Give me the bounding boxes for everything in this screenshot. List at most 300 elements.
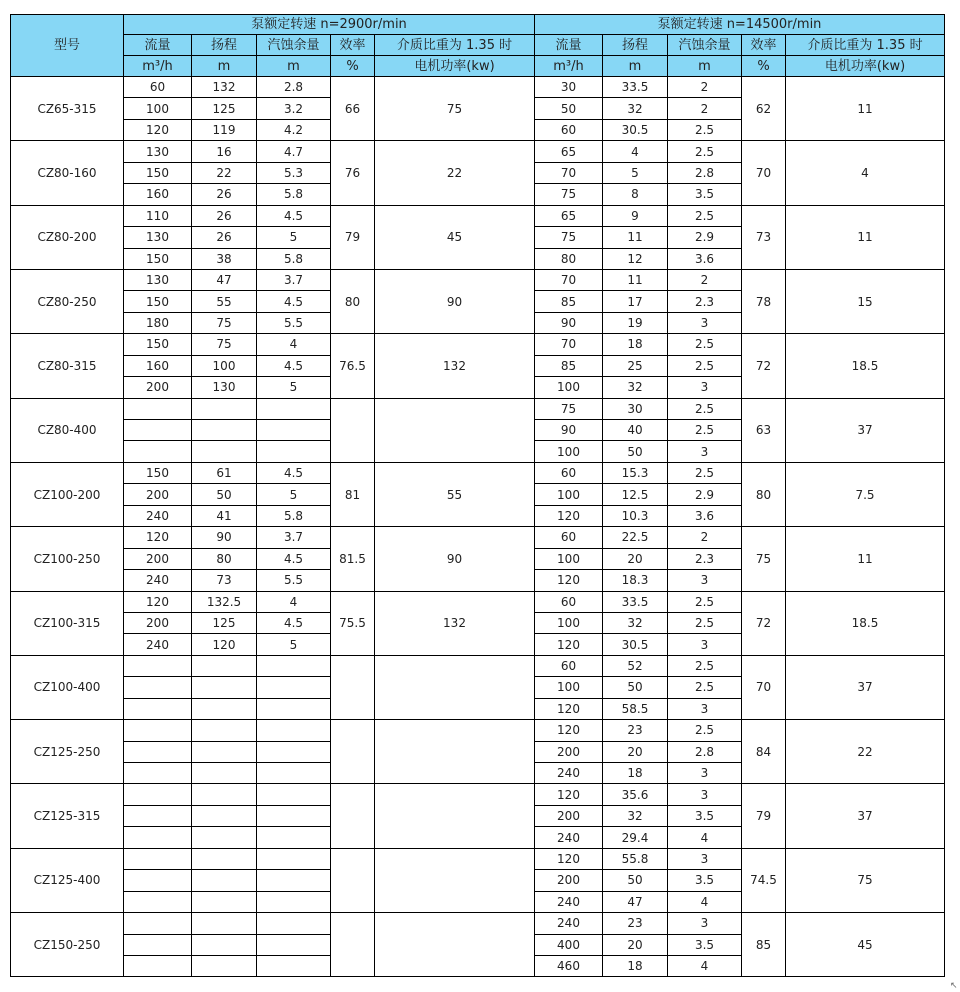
head-cell <box>192 784 257 805</box>
flow-cell <box>124 420 192 441</box>
npsh-cell <box>257 934 331 955</box>
head-cell: 20 <box>603 741 668 762</box>
head-cell <box>192 934 257 955</box>
table-row <box>11 913 945 934</box>
efficiency-cell: 66 <box>331 77 375 141</box>
flow-cell: 130 <box>124 141 192 162</box>
col-head: 扬程 <box>603 35 668 56</box>
npsh-cell <box>257 741 331 762</box>
power-cell: 90 <box>375 269 535 333</box>
efficiency-cell: 81.5 <box>331 527 375 591</box>
head-cell: 18.3 <box>603 570 668 591</box>
header-row-groups <box>11 15 945 35</box>
npsh-cell <box>257 720 331 741</box>
npsh-cell: 3 <box>668 784 742 805</box>
power-cell: 7.5 <box>786 462 945 526</box>
efficiency-cell: 80 <box>331 269 375 333</box>
head-cell: 38 <box>192 248 257 269</box>
npsh-cell <box>257 805 331 826</box>
npsh-cell: 3.6 <box>668 505 742 526</box>
npsh-cell: 2 <box>668 98 742 119</box>
flow-cell: 100 <box>535 441 603 462</box>
flow-cell: 200 <box>124 612 192 633</box>
efficiency-cell <box>331 913 375 977</box>
npsh-cell: 4.5 <box>257 548 331 569</box>
col-flow: 流量 <box>124 35 192 56</box>
flow-cell: 75 <box>535 184 603 205</box>
flow-cell: 120 <box>535 505 603 526</box>
flow-cell: 120 <box>535 784 603 805</box>
flow-cell: 100 <box>535 377 603 398</box>
flow-cell: 80 <box>535 248 603 269</box>
flow-cell: 100 <box>124 98 192 119</box>
flow-cell: 85 <box>535 355 603 376</box>
flow-cell: 65 <box>535 205 603 226</box>
flow-cell: 60 <box>535 591 603 612</box>
efficiency-cell: 85 <box>742 913 786 977</box>
flow-cell <box>124 913 192 934</box>
npsh-cell: 2.8 <box>257 77 331 98</box>
flow-cell: 120 <box>535 570 603 591</box>
head-cell: 80 <box>192 548 257 569</box>
flow-cell: 120 <box>535 848 603 869</box>
flow-cell: 150 <box>124 248 192 269</box>
npsh-cell: 2.8 <box>668 741 742 762</box>
flow-cell: 160 <box>124 355 192 376</box>
npsh-cell: 2 <box>668 77 742 98</box>
efficiency-cell: 72 <box>742 591 786 655</box>
npsh-cell <box>257 398 331 419</box>
model-name: CZ125-315 <box>11 784 124 848</box>
flow-cell: 240 <box>535 891 603 912</box>
power-cell <box>375 913 535 977</box>
efficiency-cell: 75.5 <box>331 591 375 655</box>
flow-cell <box>124 763 192 784</box>
head-cell: 40 <box>603 420 668 441</box>
npsh-cell <box>257 420 331 441</box>
npsh-cell: 5.5 <box>257 570 331 591</box>
model-name: CZ65-315 <box>11 77 124 141</box>
power-cell: 45 <box>375 205 535 269</box>
head-cell <box>192 677 257 698</box>
head-cell: 29.4 <box>603 827 668 848</box>
head-cell: 50 <box>192 484 257 505</box>
npsh-cell: 4 <box>668 891 742 912</box>
flow-cell: 240 <box>124 505 192 526</box>
npsh-cell: 3.6 <box>668 248 742 269</box>
head-cell <box>192 955 257 976</box>
power-cell: 132 <box>375 334 535 398</box>
flow-cell <box>124 934 192 955</box>
flow-cell: 110 <box>124 205 192 226</box>
model-name: CZ100-200 <box>11 462 124 526</box>
efficiency-cell: 79 <box>331 205 375 269</box>
npsh-cell: 3 <box>668 913 742 934</box>
table-row <box>11 141 945 162</box>
efficiency-cell: 79 <box>742 784 786 848</box>
flow-cell <box>124 698 192 719</box>
head-cell: 75 <box>192 334 257 355</box>
power-cell: 55 <box>375 462 535 526</box>
npsh-cell: 2.5 <box>668 655 742 676</box>
table-row <box>11 398 945 419</box>
power-cell: 75 <box>786 848 945 912</box>
col-npsh: 汽蚀余量 <box>668 35 742 56</box>
flow-cell: 240 <box>535 763 603 784</box>
unit-efficiency: % <box>331 56 375 77</box>
group1-title: 泵额定转速 n=2900r/min <box>124 15 535 35</box>
flow-cell: 120 <box>535 698 603 719</box>
flow-cell: 200 <box>124 484 192 505</box>
table-row <box>11 205 945 226</box>
power-cell: 37 <box>786 398 945 462</box>
npsh-cell: 4 <box>257 334 331 355</box>
head-cell: 47 <box>603 891 668 912</box>
flow-cell <box>124 655 192 676</box>
head-cell: 16 <box>192 141 257 162</box>
npsh-cell: 3.2 <box>257 98 331 119</box>
power-cell: 22 <box>375 141 535 205</box>
pump-spec-table <box>10 14 945 977</box>
flow-cell: 65 <box>535 141 603 162</box>
head-cell: 18 <box>603 955 668 976</box>
flow-cell: 200 <box>535 805 603 826</box>
power-cell: 90 <box>375 527 535 591</box>
npsh-cell: 5 <box>257 484 331 505</box>
head-cell: 132.5 <box>192 591 257 612</box>
npsh-cell: 4.5 <box>257 462 331 483</box>
flow-cell: 70 <box>535 162 603 183</box>
head-cell <box>192 441 257 462</box>
flow-cell <box>124 955 192 976</box>
unit-npsh: m <box>257 56 331 77</box>
efficiency-cell <box>331 655 375 719</box>
head-cell: 12.5 <box>603 484 668 505</box>
head-cell: 119 <box>192 119 257 140</box>
col-efficiency: 效率 <box>742 35 786 56</box>
head-cell: 15.3 <box>603 462 668 483</box>
npsh-cell: 4.5 <box>257 291 331 312</box>
head-cell: 20 <box>603 934 668 955</box>
table-row <box>11 784 945 805</box>
flow-cell: 120 <box>124 527 192 548</box>
head-cell: 11 <box>603 269 668 290</box>
npsh-cell: 3 <box>668 570 742 591</box>
head-cell: 35.6 <box>603 784 668 805</box>
power-cell: 75 <box>375 77 535 141</box>
head-cell: 9 <box>603 205 668 226</box>
col-npsh: 汽蚀余量 <box>257 35 331 56</box>
npsh-cell <box>257 655 331 676</box>
power-cell <box>375 655 535 719</box>
head-cell: 32 <box>603 98 668 119</box>
efficiency-cell: 73 <box>742 205 786 269</box>
flow-cell: 120 <box>124 591 192 612</box>
flow-cell: 70 <box>535 269 603 290</box>
flow-cell: 60 <box>535 119 603 140</box>
npsh-cell: 2.5 <box>668 119 742 140</box>
head-cell: 50 <box>603 870 668 891</box>
npsh-cell: 3 <box>668 441 742 462</box>
table-row <box>11 334 945 355</box>
npsh-cell: 5 <box>257 377 331 398</box>
resize-corner-icon: ↖ <box>950 981 958 991</box>
efficiency-cell: 76 <box>331 141 375 205</box>
npsh-cell: 3.5 <box>668 870 742 891</box>
head-cell <box>192 763 257 784</box>
npsh-cell: 4 <box>668 827 742 848</box>
npsh-cell <box>257 698 331 719</box>
table-row <box>11 591 945 612</box>
flow-cell <box>124 827 192 848</box>
head-cell: 41 <box>192 505 257 526</box>
flow-cell: 130 <box>124 269 192 290</box>
head-cell: 33.5 <box>603 591 668 612</box>
npsh-cell: 2.5 <box>668 677 742 698</box>
npsh-cell: 2.5 <box>668 612 742 633</box>
npsh-cell: 2 <box>668 269 742 290</box>
unit-flow: m³/h <box>535 56 603 77</box>
head-cell: 55 <box>192 291 257 312</box>
table-row <box>11 77 945 98</box>
head-cell: 30.5 <box>603 119 668 140</box>
model-name: CZ80-250 <box>11 269 124 333</box>
model-name: CZ125-250 <box>11 720 124 784</box>
table-row <box>11 462 945 483</box>
efficiency-cell: 63 <box>742 398 786 462</box>
head-cell: 10.3 <box>603 505 668 526</box>
table-row <box>11 848 945 869</box>
head-cell: 20 <box>603 548 668 569</box>
efficiency-cell <box>331 784 375 848</box>
npsh-cell: 2.5 <box>668 141 742 162</box>
npsh-cell: 3 <box>668 634 742 655</box>
flow-cell: 400 <box>535 934 603 955</box>
npsh-cell: 5 <box>257 634 331 655</box>
head-cell: 19 <box>603 312 668 333</box>
head-cell: 8 <box>603 184 668 205</box>
unit-flow: m³/h <box>124 56 192 77</box>
head-cell: 58.5 <box>603 698 668 719</box>
head-cell: 32 <box>603 612 668 633</box>
head-cell: 52 <box>603 655 668 676</box>
header-row-units <box>11 56 945 77</box>
efficiency-cell <box>331 398 375 462</box>
npsh-cell: 2.5 <box>668 355 742 376</box>
head-cell <box>192 398 257 419</box>
flow-cell: 85 <box>535 291 603 312</box>
model-name: CZ80-200 <box>11 205 124 269</box>
flow-cell: 60 <box>124 77 192 98</box>
flow-cell: 120 <box>535 634 603 655</box>
head-cell <box>192 848 257 869</box>
unit-npsh: m <box>668 56 742 77</box>
npsh-cell: 3 <box>668 312 742 333</box>
npsh-cell: 5.8 <box>257 184 331 205</box>
flow-cell <box>124 441 192 462</box>
flow-cell: 150 <box>124 291 192 312</box>
efficiency-cell: 70 <box>742 141 786 205</box>
model-name: CZ150-250 <box>11 913 124 977</box>
head-cell: 18 <box>603 763 668 784</box>
npsh-cell: 3.5 <box>668 184 742 205</box>
head-cell: 75 <box>192 312 257 333</box>
npsh-cell: 2.5 <box>668 398 742 419</box>
unit-power: 电机功率(kw) <box>375 56 535 77</box>
head-cell: 4 <box>603 141 668 162</box>
head-cell: 132 <box>192 77 257 98</box>
npsh-cell <box>257 441 331 462</box>
npsh-cell: 5.3 <box>257 162 331 183</box>
npsh-cell: 3 <box>668 763 742 784</box>
flow-cell: 200 <box>535 741 603 762</box>
head-cell: 23 <box>603 913 668 934</box>
flow-cell: 180 <box>124 312 192 333</box>
power-cell <box>375 784 535 848</box>
efficiency-cell <box>331 720 375 784</box>
head-cell <box>192 741 257 762</box>
flow-cell: 240 <box>124 570 192 591</box>
power-cell: 11 <box>786 527 945 591</box>
model-header: 型号 <box>11 15 124 77</box>
flow-cell: 75 <box>535 227 603 248</box>
flow-cell: 150 <box>124 334 192 355</box>
npsh-cell: 2.5 <box>668 420 742 441</box>
header-row-columns <box>11 35 945 56</box>
model-name: CZ100-315 <box>11 591 124 655</box>
col-power: 介质比重为 1.35 时 <box>786 35 945 56</box>
npsh-cell: 4.5 <box>257 612 331 633</box>
flow-cell: 200 <box>535 870 603 891</box>
flow-cell: 150 <box>124 162 192 183</box>
head-cell <box>192 891 257 912</box>
table-row <box>11 269 945 290</box>
head-cell: 33.5 <box>603 77 668 98</box>
power-cell: 18.5 <box>786 334 945 398</box>
power-cell: 22 <box>786 720 945 784</box>
head-cell: 5 <box>603 162 668 183</box>
col-head: 扬程 <box>192 35 257 56</box>
flow-cell: 240 <box>535 827 603 848</box>
npsh-cell <box>257 677 331 698</box>
head-cell: 30 <box>603 398 668 419</box>
npsh-cell: 4 <box>668 955 742 976</box>
head-cell: 26 <box>192 184 257 205</box>
efficiency-cell: 75 <box>742 527 786 591</box>
npsh-cell: 2.8 <box>668 162 742 183</box>
flow-cell: 100 <box>535 677 603 698</box>
flow-cell: 160 <box>124 184 192 205</box>
table-row <box>11 655 945 676</box>
efficiency-cell: 78 <box>742 269 786 333</box>
head-cell: 22.5 <box>603 527 668 548</box>
npsh-cell <box>257 784 331 805</box>
flow-cell: 60 <box>535 655 603 676</box>
flow-cell <box>124 891 192 912</box>
efficiency-cell <box>331 848 375 912</box>
npsh-cell: 2.5 <box>668 591 742 612</box>
npsh-cell: 3 <box>668 377 742 398</box>
npsh-cell: 3.7 <box>257 527 331 548</box>
flow-cell: 100 <box>535 612 603 633</box>
flow-cell: 90 <box>535 312 603 333</box>
efficiency-cell: 80 <box>742 462 786 526</box>
power-cell: 18.5 <box>786 591 945 655</box>
flow-cell: 120 <box>535 720 603 741</box>
npsh-cell: 3 <box>668 848 742 869</box>
npsh-cell: 4.5 <box>257 355 331 376</box>
npsh-cell: 2.5 <box>668 462 742 483</box>
head-cell: 50 <box>603 677 668 698</box>
flow-cell: 150 <box>124 462 192 483</box>
head-cell: 73 <box>192 570 257 591</box>
head-cell: 32 <box>603 377 668 398</box>
power-cell: 11 <box>786 205 945 269</box>
npsh-cell: 2.5 <box>668 334 742 355</box>
group2-title: 泵额定转速 n=14500r/min <box>535 15 945 35</box>
head-cell: 22 <box>192 162 257 183</box>
efficiency-cell: 84 <box>742 720 786 784</box>
unit-power: 电机功率(kw) <box>786 56 945 77</box>
efficiency-cell: 74.5 <box>742 848 786 912</box>
head-cell: 125 <box>192 98 257 119</box>
unit-head: m <box>603 56 668 77</box>
npsh-cell: 3.5 <box>668 934 742 955</box>
flow-cell <box>124 677 192 698</box>
npsh-cell: 2.9 <box>668 227 742 248</box>
flow-cell <box>124 784 192 805</box>
npsh-cell: 2.3 <box>668 291 742 312</box>
flow-cell: 30 <box>535 77 603 98</box>
unit-efficiency: % <box>742 56 786 77</box>
model-name: CZ125-400 <box>11 848 124 912</box>
model-name: CZ100-400 <box>11 655 124 719</box>
flow-cell <box>124 741 192 762</box>
model-name: CZ80-160 <box>11 141 124 205</box>
npsh-cell <box>257 891 331 912</box>
head-cell <box>192 420 257 441</box>
head-cell: 55.8 <box>603 848 668 869</box>
flow-cell: 200 <box>124 377 192 398</box>
unit-head: m <box>192 56 257 77</box>
head-cell: 23 <box>603 720 668 741</box>
head-cell <box>192 827 257 848</box>
head-cell: 26 <box>192 227 257 248</box>
power-cell: 11 <box>786 77 945 141</box>
model-name: CZ80-315 <box>11 334 124 398</box>
npsh-cell: 3.7 <box>257 269 331 290</box>
head-cell: 30.5 <box>603 634 668 655</box>
head-cell: 12 <box>603 248 668 269</box>
head-cell: 17 <box>603 291 668 312</box>
power-cell: 37 <box>786 655 945 719</box>
flow-cell <box>124 848 192 869</box>
flow-cell <box>124 398 192 419</box>
npsh-cell: 5.8 <box>257 248 331 269</box>
flow-cell: 60 <box>535 462 603 483</box>
head-cell: 26 <box>192 205 257 226</box>
npsh-cell: 4.5 <box>257 205 331 226</box>
npsh-cell <box>257 955 331 976</box>
power-cell: 45 <box>786 913 945 977</box>
npsh-cell: 2 <box>668 527 742 548</box>
flow-cell <box>124 720 192 741</box>
model-name: CZ80-400 <box>11 398 124 462</box>
head-cell <box>192 698 257 719</box>
power-cell <box>375 398 535 462</box>
head-cell: 18 <box>603 334 668 355</box>
flow-cell: 120 <box>124 119 192 140</box>
